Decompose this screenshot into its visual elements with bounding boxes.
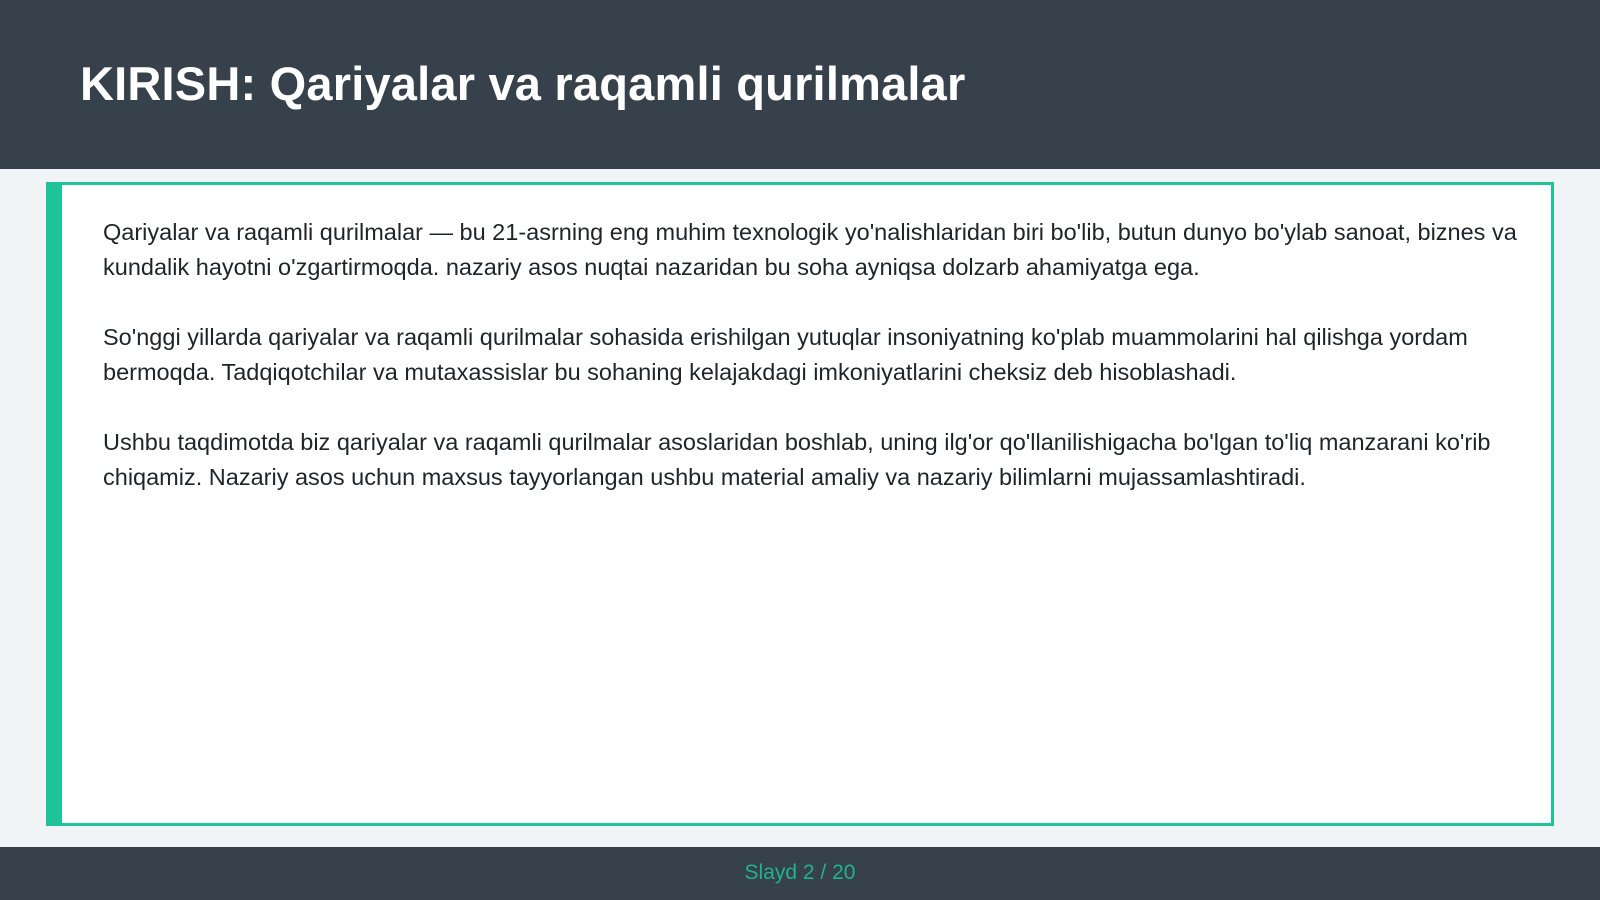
paragraph-achievements: So'nggi yillarda qariyalar va raqamli qurilmalar sohasida erishilgan yutuqlar insoniyatning ko'plab muammolarini hal qilishga yordam bermoqda. Tadqiqotchilar va mutaxassislar bu sohaning kelajakdagi imkoniyatlarini cheksiz deb hisoblashadi. — [103, 324, 1468, 385]
paragraph-intro: Qariyalar va raqamli qurilmalar — bu 21-asrning eng muhim texnologik yo'nalishlaridan biri bo'lib, butun dunyo bo'ylab sanoat, biznes va kundalik hayotni o'zgartirmoqda. nazariy asos nuqtai nazaridan bu soha ayniqsa dolzarb ahamiyatga ega. — [103, 219, 1517, 280]
content-card — [46, 182, 1554, 826]
slide-footer — [0, 847, 1600, 900]
slide-header — [0, 0, 1600, 169]
content-body — [103, 215, 1523, 530]
slide-title: KIRISH: Qariyalar va raqamli qurilmalar — [80, 57, 966, 110]
paragraph-overview: Ushbu taqdimotda biz qariyalar va raqamli qurilmalar asoslaridan boshlab, uning ilg'or qo'llanilishigacha bo'lgan to'liq manzarani ko'rib chiqamiz. Nazariy asos uchun maxsus tayyorlangan ushbu material amaliy va nazariy bilimlarni mujassamlashtiradi. — [103, 429, 1491, 490]
slide-counter: Slayd 2 / 20 — [744, 861, 856, 884]
